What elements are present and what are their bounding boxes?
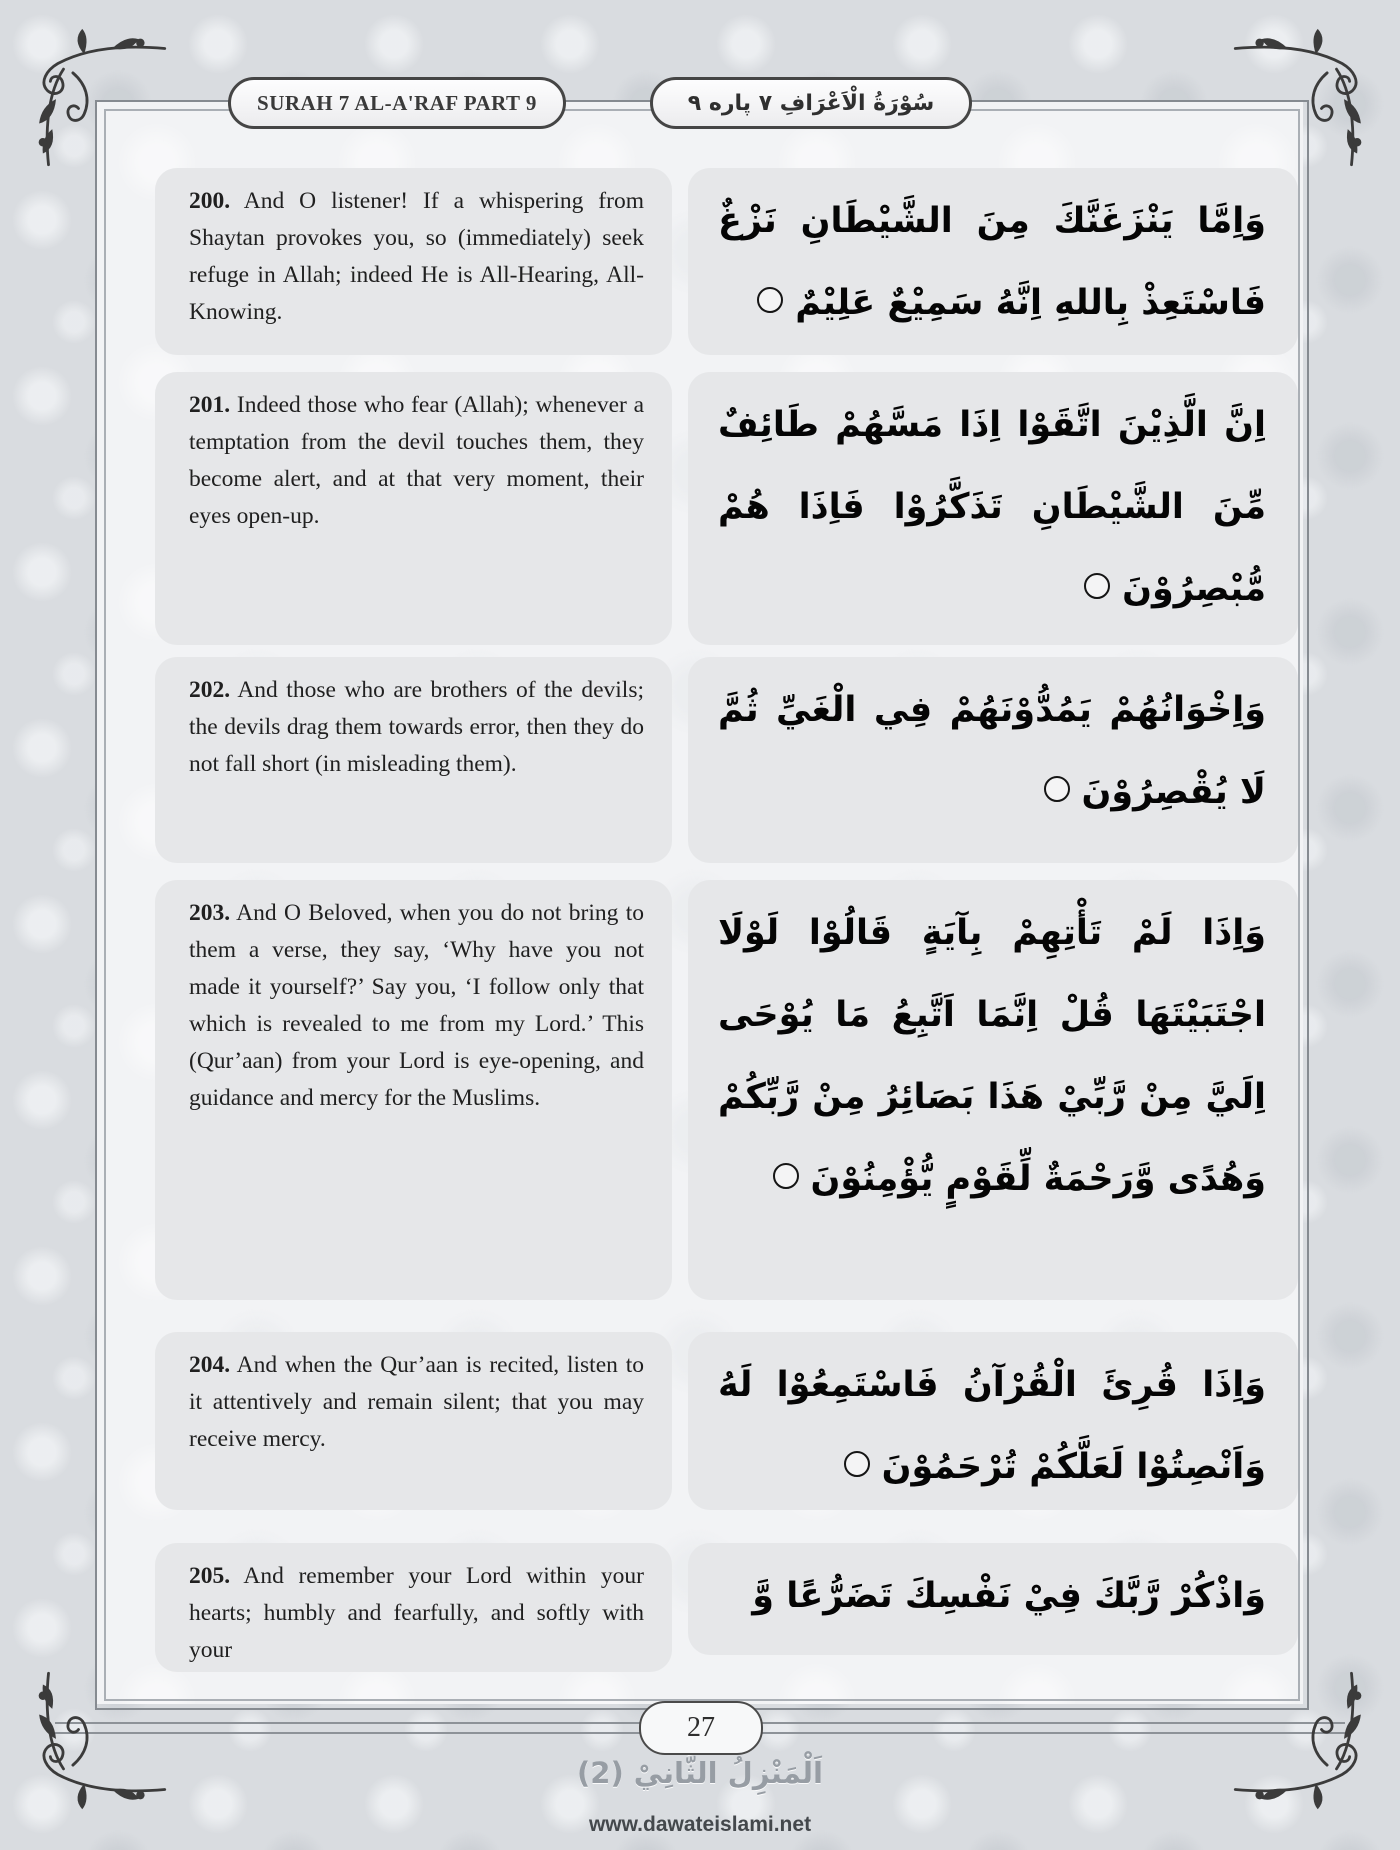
- manzil-label: اَلْمَنْزِلُ الثَّانِيْ (2): [577, 1756, 823, 1790]
- floral-corner-ornament-bottom-right-icon: [1224, 1662, 1374, 1812]
- website-url: www.dawateislami.net: [588, 1813, 812, 1836]
- verse-202-arabic: [688, 657, 1298, 863]
- page-number: 27: [687, 1712, 715, 1743]
- verse-200-translation: [155, 168, 672, 355]
- surah-title-banner-arabic: [650, 77, 972, 129]
- verse-201-translation: [155, 372, 672, 645]
- translation-text: Indeed those who fear (Allah); whenever a temptation from the devil touches them, they become alert, and at that very moment, their eyes open-up.: [189, 392, 645, 529]
- surah-title-banner-english: [228, 77, 566, 129]
- verse-number: 205.: [189, 1563, 231, 1589]
- verse-203-translation: [155, 880, 672, 1300]
- surah-title-arabic-label: سُوْرَةُ الْاَعْرَافِ ٧ پاره ٩: [687, 90, 935, 116]
- verse-number: 201.: [189, 392, 231, 418]
- verse-203-arabic: [688, 880, 1298, 1300]
- verse-204-translation: [155, 1332, 672, 1510]
- verse-row-205: [155, 1543, 1298, 1672]
- verse-number: 202.: [189, 677, 231, 703]
- translation-text: And those who are brothers of the devils; the devils drag them towards error, then they do not fall short (in misleading them).: [189, 677, 644, 777]
- ayah-end-marker-icon: [1044, 776, 1070, 802]
- arabic-text: وَاِمَّا يَنْزَغَنَّكَ مِنَ الشَّيْطَانِ نَزْغٌ فَاسْتَعِذْ بِاللهِ اِنَّهُ سَمِيْعٌ عَلِيْمٌ: [718, 201, 1266, 323]
- verse-202-translation: [155, 657, 672, 863]
- verse-205-translation: [155, 1543, 672, 1672]
- ayah-end-marker-icon: [844, 1451, 870, 1477]
- ayah-end-marker-icon: [757, 287, 783, 313]
- verse-204-arabic: [688, 1332, 1298, 1510]
- arabic-text: اِنَّ الَّذِيْنَ اتَّقَوْا اِذَا مَسَّهُمْ طَائِفٌ مِّنَ الشَّيْطَانِ تَذَكَّرُوْا فَاِذَا هُمْ مُّبْصِرُوْنَ: [718, 405, 1266, 609]
- translation-text: And remember your Lord within your hearts; humbly and fearfully, and softly with your: [189, 1563, 644, 1663]
- ayah-end-marker-icon: [773, 1163, 799, 1189]
- ayah-end-marker-icon: [1084, 573, 1110, 599]
- arabic-text: وَاِذَا لَمْ تَأْتِهِمْ بِآيَةٍ قَالُوْا لَوْلَا اجْتَبَيْتَهَا قُلْ اِنَّمَا اَتَّبِعُ مَا يُوْحَى اِلَيَّ مِنْ رَّبِّيْ هَذَا بَصَائِرُ مِنْ رَّبِّكُمْ وَهُدًى وَّرَحْمَةٌ لِّقَوْمٍ يُّؤْمِنُوْنَ: [718, 913, 1266, 1199]
- arabic-text: وَاِذَا قُرِئَ الْقُرْآنُ فَاسْتَمِعُوْا لَهُ وَاَنْصِتُوْا لَعَلَّكُمْ تُرْحَمُوْنَ: [718, 1365, 1266, 1487]
- page-number-badge: [639, 1701, 763, 1755]
- verse-row-204: [155, 1332, 1298, 1510]
- translation-text: And when the Qur’aan is recited, listen to it attentively and remain silent; that you may receive mercy.: [189, 1352, 644, 1452]
- surah-title-english-label: SURAH 7 AL-A'RAF PART 9: [257, 90, 537, 115]
- arabic-text: وَاذْكُرْ رَّبَّكَ فِيْ نَفْسِكَ تَضَرُّعًا وَّ: [752, 1576, 1266, 1616]
- verse-201-arabic: [688, 372, 1298, 645]
- translation-text: And O listener! If a whispering from Shaytan provokes you, so (immediately) seek refuge in Allah; indeed He is All-Hearing, All-Knowing.: [189, 188, 644, 325]
- verse-row-203: [155, 880, 1298, 1300]
- verse-row-202: [155, 657, 1298, 863]
- floral-corner-ornament-bottom-left-icon: [26, 1662, 176, 1812]
- verse-number: 203.: [189, 900, 231, 926]
- verse-row-200: [155, 168, 1298, 355]
- verse-list: [155, 168, 1298, 1672]
- translation-text: And O Beloved, when you do not bring to them a verse, they say, ‘Why have you not made it yourself?’ Say you, ‘I follow only that which is revealed to me from my Lord.’ This (Qur’aan) from your Lord is eye-opening, and guidance and mercy for the Muslims.: [189, 900, 644, 1111]
- verse-row-201: [155, 372, 1298, 645]
- verse-number: 200.: [189, 188, 231, 214]
- verse-number: 204.: [189, 1352, 231, 1378]
- verse-205-arabic: [688, 1543, 1298, 1655]
- floral-corner-ornament-top-left-icon: [26, 26, 176, 176]
- verse-200-arabic: [688, 168, 1298, 355]
- arabic-text: وَاِخْوَانُهُمْ يَمُدُّوْنَهُمْ فِي الْغَيِّ ثُمَّ لَا يُقْصِرُوْنَ: [718, 690, 1266, 812]
- floral-corner-ornament-top-right-icon: [1224, 26, 1374, 176]
